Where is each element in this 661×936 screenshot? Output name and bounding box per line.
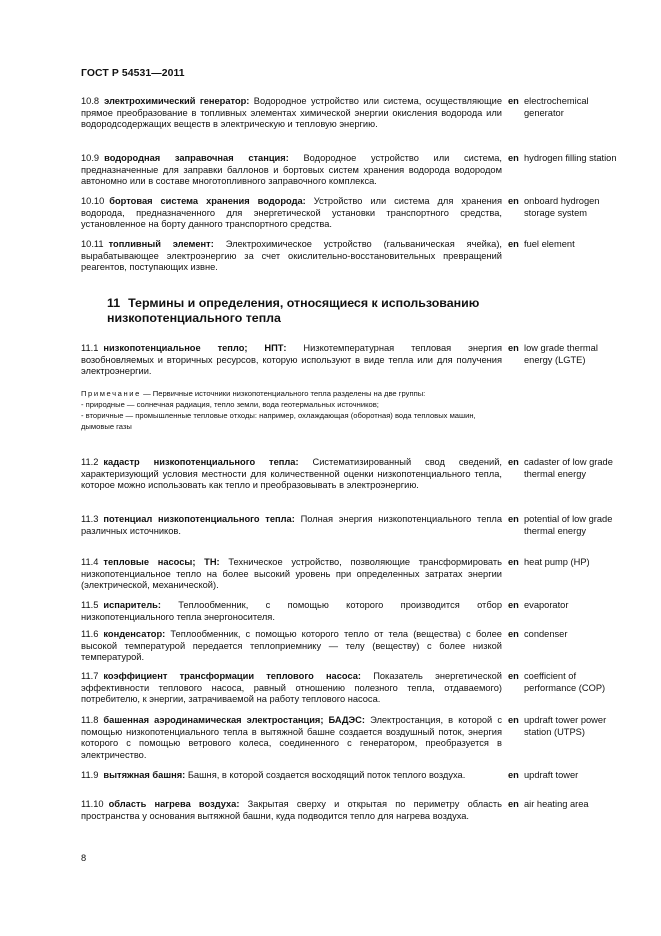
entry-definition: Башня, в которой создается восходящий поток теплого воздуха. [187,770,466,780]
lang-code: en [508,671,519,681]
entry-english: onboard hydrogen storage system [524,196,600,218]
entry-ru [81,196,502,231]
entry-term: тепловые насосы; ТН: [103,557,220,567]
entry-english: low grade thermal energy (LGTE) [524,343,598,365]
page-number: 8 [81,853,87,863]
entry-term: электрохимический генератор: [104,96,250,106]
entry-ru [81,343,502,378]
entry-ru [81,557,502,592]
lang-code: en [508,457,519,467]
entry-term: водородная заправочная станция: [104,153,289,163]
entry-english: updraft tower [524,770,579,780]
entry-term: вытяжная башня: [103,770,186,780]
entry-definition: Закрытая сверху и открытая по периметру область пространства у основания вытяжной башни, куда подводится тепло для нагрева воздуха. [81,799,502,821]
entry-number: 10.10 [81,196,105,206]
entry-term: конденсатор: [103,629,166,639]
lang-code: en [508,799,519,809]
entry-number: 11.8 [81,715,99,725]
entry-number: 10.8 [81,96,100,106]
entry-term: топливный элемент: [108,239,214,249]
entry-definition: Водородное устройство или система, предназначенные для заправки баллонов и бортовых систем хранения водорода водородом автономно или в составе многотопливного заправочного комплекса. [81,153,502,187]
entry-ru [81,629,502,664]
lang-code: en [508,153,519,163]
note-item: - вторичные — промышленные тепловые отходы: например, охлаждающая (оборотная) вода тепловых машин, дымовые газы [81,410,476,431]
entry-number: 11.7 [81,671,99,681]
entry-ru [81,96,502,131]
entry-ru [81,770,502,782]
entry-number: 11.4 [81,557,99,567]
entry-number: 11.10 [81,799,104,809]
entry-number: 10.11 [81,239,104,249]
entry-ru [81,671,502,706]
entry-english: electrochemical generator [524,96,589,118]
lang-code: en [508,557,519,567]
entry-english: fuel element [524,239,575,249]
entry-english: heat pump (HP) [524,557,590,567]
entry-english: condenser [524,629,568,639]
note-label: Примечание [81,389,141,398]
entry-term: низкопотенциальное тепло; НПТ: [103,343,287,353]
entry-number: 11.3 [81,514,99,524]
entry-definition: Техническое устройство, позволяющие трансформировать низкопотенциальное тепло на более высокий уровень при определенных затратах энергии (электрической, механической). [81,557,502,591]
entry-definition: Водородное устройство или система, осуществляющие прямое преобразование в топливных элементах химической энергии окисления водорода или водородсодержащих веществ в электрическую и тепловую энергию. [81,96,502,130]
entry-ru [81,239,502,274]
entry-definition: Теплообменник, с помощью которого производится отбор низкопотенциального тепла энергоносителя. [81,600,502,622]
section-title: Термины и определения, относящиеся к использованию низкопотенциального тепла [107,296,480,325]
entry-term: потенциал низкопотенциального тепла: [103,514,295,524]
section-heading [107,296,527,326]
entry-english: potential of low grade thermal energy [524,514,613,536]
entry-number: 11.6 [81,629,99,639]
lang-code: en [508,343,519,353]
entry-definition: Показатель энергетической эффективности теплового насоса, равный отношению полезного тепла, отдаваемого) потребителю, к энергии, затрачиваемой на работу теплового насоса. [81,671,503,705]
lang-code: en [508,715,519,725]
entry-number: 11.2 [81,457,99,467]
section-number: 11 [107,296,121,310]
entry-english: cadaster of low grade thermal energy [524,457,613,479]
note-text [81,389,502,400]
note-item: - природные — солнечная радиация, тепло земли, вода геотермальных источников; [81,399,379,409]
entry-term: башенная аэродинамическая электростанция; БАДЭС: [103,715,365,725]
entry-number: 11.9 [81,770,99,780]
lang-code: en [508,196,519,206]
entry-term: бортовая система хранения водорода: [109,196,306,206]
entry-english: evaporator [524,600,569,610]
entry-term: область нагрева воздуха: [108,799,240,809]
entry-definition: Полная энергия низкопотенциального тепла различных источников. [81,514,502,536]
note-dash: — [140,389,153,398]
entry-english: hydrogen filling station [524,153,617,163]
entry-ru [81,514,502,537]
entry-english: updraft tower power station (UTPS) [524,715,607,737]
lang-code: en [508,514,519,524]
entry-number: 11.5 [81,600,99,610]
lang-code: en [508,600,519,610]
lang-code: en [508,770,519,780]
entry-english: coefficient of performance (COP) [524,671,606,693]
entry-definition: Систематизированный свод сведений, характеризующий условия местности для количественной оценки низкопотенциального тепла, которое можно использовать как тепло и преобразовывать в электроэнергию. [81,457,502,491]
entry-ru [81,457,502,492]
entry-definition: Теплообменник, с помощью которого тепло от тела (вещества) с более высокой температурой передается теплоприемнику — телу (веществу) с более низкой температурой. [81,629,502,663]
entry-term: кадастр низкопотенциального тепла: [103,457,299,467]
entry-definition: Электростанция, в которой с помощью низкопотенциального тепла в вытяжной башне создается воздушный поток, энергия которого с помощью ветрового колеса, соединенного с генератором, преобразуется в электричество. [81,715,502,761]
entry-definition: Устройство или система для хранения водорода, предназначенного для энергетической установки транспортного средства, установленное на борту данного транспортного средства. [81,196,502,230]
entry-number: 10.9 [81,153,100,163]
entry-term: коэффициент трансформации теплового насоса: [103,671,362,681]
entry-definition: Низкотемпературная тепловая энергия возобновляемых и вторичных ресурсов, которую используют в виде тепла или для получения электроэнергии. [81,343,502,377]
lang-code: en [508,629,519,639]
note-body: Первичные источники низкопотенциального тепла разделены на две группы: [152,389,426,398]
document-header: ГОСТ Р 54531—2011 [81,68,185,79]
entry-ru [81,715,502,762]
entry-ru [81,600,502,623]
entry-english: air heating area [524,799,589,809]
entry-ru [81,153,502,188]
entry-ru [81,799,502,822]
entry-definition: Электрохимическое устройство (гальваническая ячейка), вырабатывающее электроэнергию за счет окислительно-восстановительных превращений реагентов, поступающих извне. [81,239,502,273]
lang-code: en [508,239,519,249]
entry-term: испаритель: [103,600,161,610]
lang-code: en [508,96,519,106]
entry-number: 11.1 [81,343,99,353]
note-block [81,389,502,433]
